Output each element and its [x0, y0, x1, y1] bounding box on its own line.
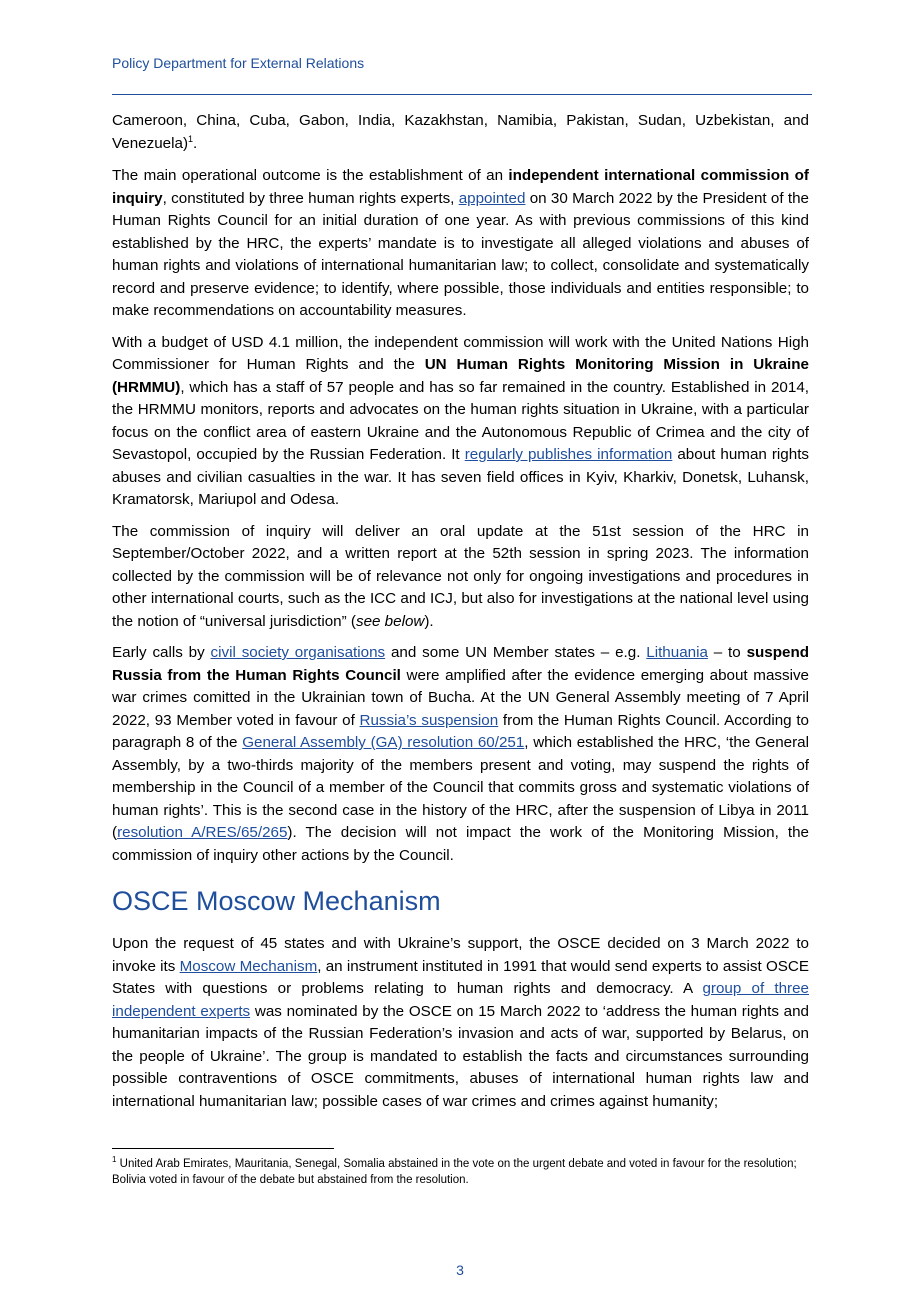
paragraph-commission-of-inquiry [112, 165, 809, 323]
paragraph-text: With a budget of USD 4.1 million, the independent commission will work with the United Nations High Commissioner for Human Rights and the [112, 333, 809, 373]
link-resolution-a-res-65-265[interactable]: resolution A/RES/65/265 [117, 824, 288, 841]
link-ga-resolution-60-251[interactable]: General Assembly (GA) resolution 60/251 [242, 734, 525, 751]
paragraph-text: Cameroon, China, Cuba, Gabon, India, Kazakhstan, Namibia, Pakistan, Sudan, Uzbekistan, and Venezuela) [112, 112, 809, 152]
bold-term: independent international commission of inquiry [112, 167, 809, 207]
page-number: 3 [456, 1262, 464, 1278]
paragraph-text: ). [424, 612, 434, 630]
bold-term: UN Human Rights Monitoring Mission in Ukraine (HRMMU) [112, 356, 809, 396]
link-moscow-mechanism[interactable]: Moscow Mechanism [179, 957, 318, 975]
paragraph-text: ). The decision will not impact the work of the Monitoring Mission, the commission of inquiry other actions by the Council. [112, 824, 809, 864]
paragraph-text: – to [707, 644, 747, 661]
footnote-number: 1 [112, 1155, 117, 1165]
paragraph-text: , which established the HRC, ‘the General Assembly, by a two-thirds majority of the members present and voting, may suspend the rights of membership in the Council of a member of the Council that commits gross and systematic violations of human rights’. This is the second case in the history of the HRC, after the suspension of Libya in 2011 ( [112, 734, 809, 841]
footnote-divider [112, 1148, 334, 1149]
footnote-text: United Arab Emirates, Mauritania, Senegal, Somalia abstained in the vote on the urgent debate and voted in favour for the resolution; Bolivia voted in favour of the debate but abstained from the resolution. [112, 1158, 797, 1186]
bold-term: suspend Russia from the Human Rights Council [112, 644, 810, 684]
paragraph-text: was nominated by the OSCE on 15 March 2022 to ‘address the human rights and humanitarian impacts of the Russian Federation’s invasion and acts of war, supported by Belarus, on the people of Ukraine’. The group is mandated to establish the facts and circumstances surrounding possible contraventions of OSCE commitments, abuses of international human rights law and international humanitarian law; possible cases of war crimes and crimes against humanity; [112, 1002, 809, 1110]
link-russias-suspension[interactable]: Russia’s suspension [359, 711, 499, 729]
paragraph-russia-suspension [112, 642, 809, 867]
paragraph-text: were amplified after the evidence emerging about massive war crimes comitted in the Ukrainian town of Bucha. At the UN General Assembly meeting of 7 April 2022, 93 Member voted in favour of [112, 666, 809, 729]
paragraph-text: , which has a staff of 57 people and has so far remained in the country. Established in 2014, the HRMMU monitors, reports and advocates on the human rights situation in Ukraine, with a particular focus on the conflict area of eastern Ukraine and the Autonomous Republic of Crimea and the city of Sevastopol, occupied by the Russian Federation. It [112, 378, 809, 463]
link-group-of-three-independent-experts[interactable]: group of three independent experts [112, 980, 809, 1020]
paragraph-text: The main operational outcome is the establishment of an [112, 167, 509, 184]
link-regularly-publishes-information[interactable]: regularly publishes information [464, 446, 673, 463]
paragraph-text: Upon the request of 45 states and with Ukraine’s support, the OSCE decided on 3 March 2022 to invoke its [112, 935, 809, 975]
footnote [112, 1156, 810, 1188]
link-civil-society-organisations[interactable]: civil society organisations [210, 644, 386, 661]
italic-term: see below [355, 612, 425, 630]
paragraph-text: about human rights abuses and civilian casualties in the war. It has seven field offices in Kyiv, Kharkiv, Donetsk, Luhansk, Kramatorsk, Mariupol and Odesa. [112, 446, 810, 508]
paragraph-text: from the Human Rights Council. According to paragraph 8 of the [112, 711, 809, 751]
paragraph-text: on 30 March 2022 by the President of the Human Rights Council for an initial duration of one year. As with previous commissions of this kind established by the HRC, the experts’ mandate is to investigate all alleged violations and abuses of human rights and violations of international humanitarian law; to collect, consolidate and systematically record and preserve evidence; to identify, where possible, those individuals and entities responsible; to make recommendations on accountability measures. [112, 189, 809, 319]
paragraph-text: and some UN Member states – e.g. [385, 644, 647, 661]
running-header: Policy Department for External Relations [112, 55, 365, 71]
header-divider [112, 94, 812, 95]
paragraph-text: , an instrument instituted in 1991 that would send experts to assist OSCE States with questions or problems relating to human rights and democracy. A [112, 957, 809, 997]
link-lithuania[interactable]: Lithuania [646, 644, 708, 661]
paragraph-text: , constituted by three human rights experts, [162, 189, 459, 207]
paragraph-country-list [112, 110, 809, 155]
footnote-reference[interactable]: 1 [188, 133, 194, 144]
paragraph-text: Early calls by [112, 644, 211, 661]
paragraph-hrmmu [112, 332, 809, 512]
paragraph-moscow-mechanism [112, 933, 809, 1113]
section-heading: OSCE Moscow Mechanism [112, 886, 441, 916]
link-appointed[interactable]: appointed [458, 189, 526, 207]
paragraph-text: The commission of inquiry will deliver an oral update at the 51st session of the HRC in September/October 2022, and a written report at the 52th session in spring 2023. The information collected by the commission will be of relevance not only for ongoing investigations and procedures in other international courts, such as the ICC and ICJ, but also for investigations at the national level using the notion of “universal jurisdiction” ( [112, 522, 809, 630]
body-text [112, 110, 809, 1122]
paragraph-oral-update [112, 521, 809, 634]
paragraph-text: . [193, 134, 198, 152]
